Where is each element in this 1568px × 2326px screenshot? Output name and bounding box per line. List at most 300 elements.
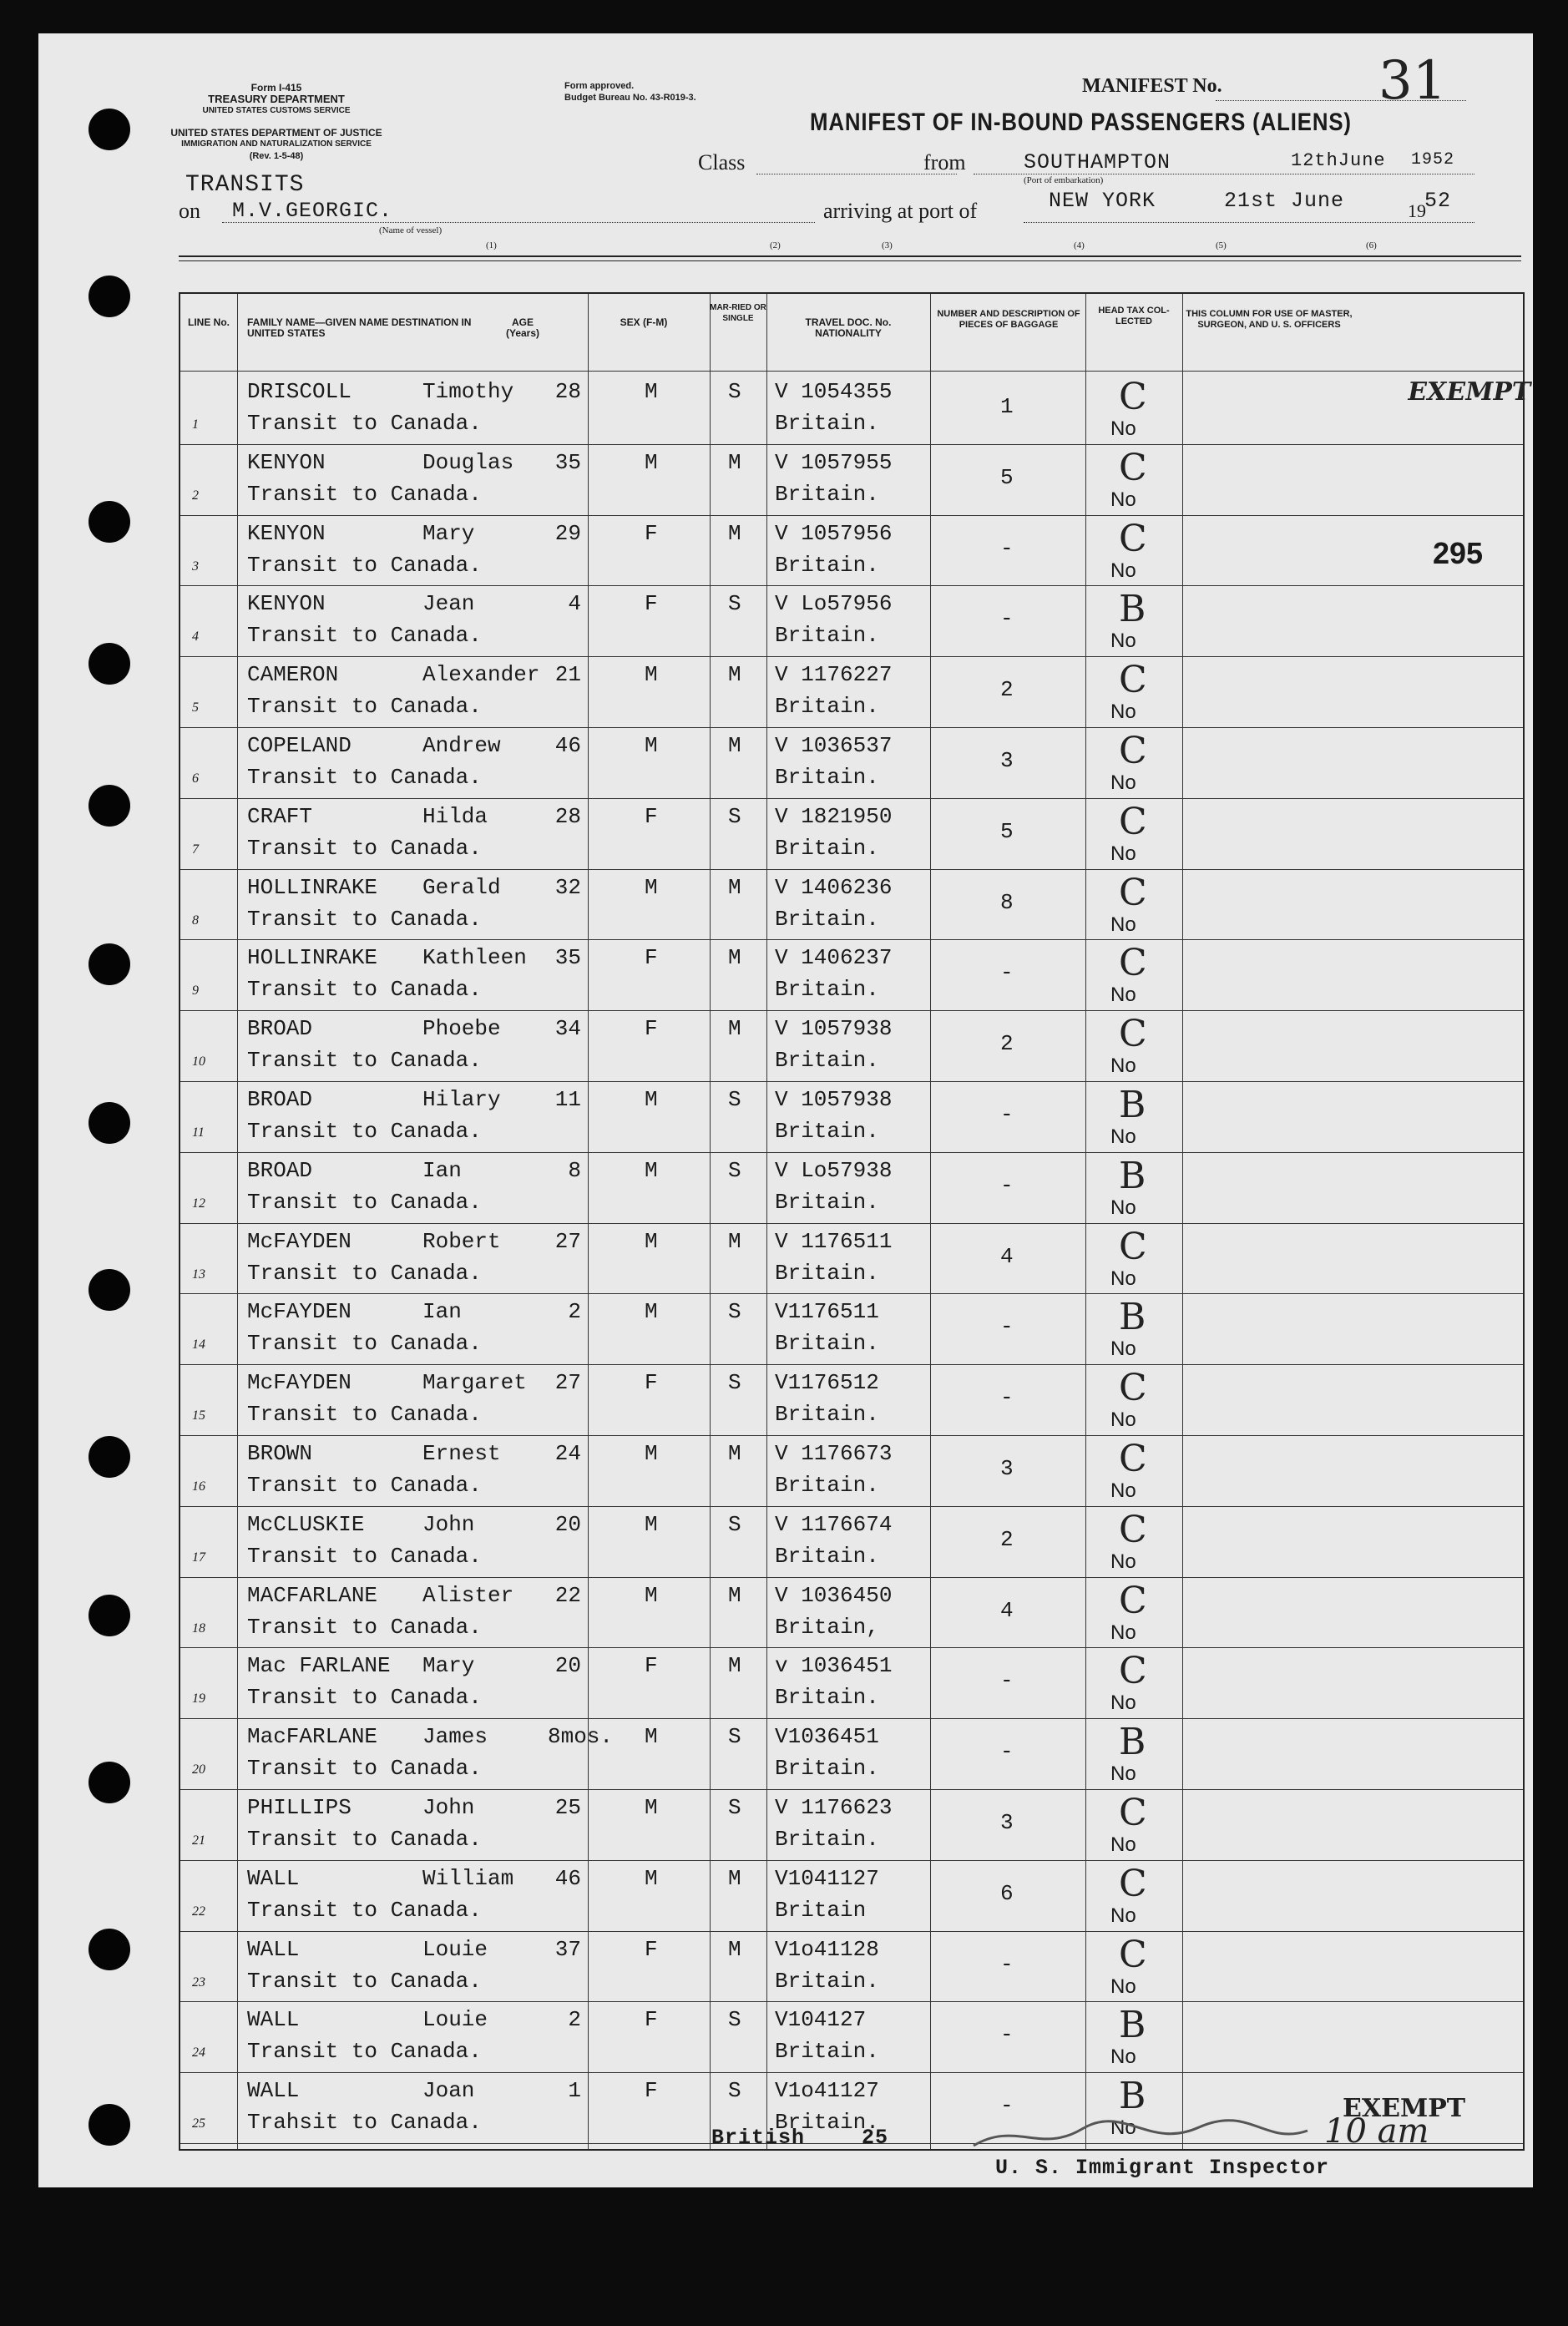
head-tax: No xyxy=(1110,1621,1136,1644)
treasury-label: TREASURY DEPARTMENT xyxy=(208,93,345,105)
vessel-caption: (Name of vessel) xyxy=(379,225,443,235)
from-port: SOUTHAMPTON xyxy=(1024,150,1171,174)
travel-doc: V 1057938 xyxy=(775,1016,893,1042)
family-name: BROWN xyxy=(247,1441,313,1466)
destination: Transit to Canada. xyxy=(247,1968,482,1994)
age: 46 xyxy=(554,733,581,758)
given-name: Margaret xyxy=(422,1370,527,1396)
sex: F xyxy=(645,2007,658,2033)
destination: Transit to Canada. xyxy=(247,1685,482,1711)
approved-label: Form approved. xyxy=(564,81,635,91)
destination: Transit to Canada. xyxy=(247,1402,482,1428)
head-tax: No xyxy=(1110,630,1136,653)
col-header-headtax: HEAD TAX COL-LECTED xyxy=(1098,306,1170,326)
age: 28 xyxy=(554,803,581,829)
family-name: KENYON xyxy=(247,591,326,617)
travel-doc: V1036451 xyxy=(775,1724,879,1750)
sex: M xyxy=(645,874,658,900)
top-rule xyxy=(179,255,1521,257)
arriving-port: NEW YORK xyxy=(1049,189,1156,213)
sex: M xyxy=(645,1865,658,1891)
destination: Transit to Canada. xyxy=(247,694,482,720)
family-name: McCLUSKIE xyxy=(247,1511,365,1537)
destination: Transit to Canada. xyxy=(247,1189,482,1215)
handwritten-time: 10 am xyxy=(1324,2112,1429,2151)
nationality: Britain. xyxy=(775,1968,879,1994)
travel-doc: V1176512 xyxy=(775,1370,879,1396)
baggage: - xyxy=(1000,1739,1014,1765)
head-tax-mark: C xyxy=(1119,1225,1147,1268)
table-row xyxy=(180,657,1523,728)
punch-hole xyxy=(89,785,130,827)
married-single: M xyxy=(728,1582,741,1608)
travel-doc: V 1406236 xyxy=(775,874,893,900)
family-name: McFAYDEN xyxy=(247,1299,352,1325)
baggage: - xyxy=(1000,2093,1014,2119)
table-row xyxy=(180,2002,1523,2073)
head-tax: No xyxy=(1110,2045,1136,2069)
line-number: 11 xyxy=(192,1125,205,1140)
travel-doc: V1176511 xyxy=(775,1299,879,1325)
footer-count: 25 xyxy=(862,2126,889,2150)
nationality: Britain. xyxy=(775,1331,879,1357)
married-single: M xyxy=(728,1865,741,1891)
manifest-page xyxy=(38,33,1533,2187)
age: 20 xyxy=(554,1511,581,1537)
punch-hole xyxy=(89,1595,130,1636)
nationality: Britain. xyxy=(775,1543,879,1569)
travel-doc: V 1176623 xyxy=(775,1795,893,1820)
nationality: Britain. xyxy=(775,1260,879,1286)
head-tax: No xyxy=(1110,2116,1136,2140)
head-tax: No xyxy=(1110,1337,1136,1361)
baggage: 5 xyxy=(1000,818,1014,844)
married-single: M xyxy=(728,662,741,688)
destination: Transit to Canada. xyxy=(247,835,482,861)
head-tax-mark: B xyxy=(1119,1084,1146,1126)
head-tax-mark: C xyxy=(1119,1438,1147,1480)
head-tax: No xyxy=(1110,1479,1136,1502)
line-number: 23 xyxy=(192,1975,205,1990)
table-row xyxy=(180,2073,1523,2144)
destination: Transit to Canada. xyxy=(247,906,482,932)
sex: M xyxy=(645,662,658,688)
nationality: Britain. xyxy=(775,623,879,649)
line-number: 5 xyxy=(192,700,199,715)
destination: Transit to Canada. xyxy=(247,552,482,578)
nationality: Britain. xyxy=(775,835,879,861)
married-single: S xyxy=(728,1157,741,1183)
age: 27 xyxy=(554,1370,581,1396)
sex: M xyxy=(645,733,658,758)
nationality: Britain. xyxy=(775,1827,879,1852)
destination: Transit to Canada. xyxy=(247,1614,482,1640)
head-tax: No xyxy=(1110,1408,1136,1432)
head-tax-mark: C xyxy=(1119,1650,1147,1693)
col-header-line: LINE No. xyxy=(188,316,230,328)
given-name: John xyxy=(422,1511,475,1537)
given-name: Joan xyxy=(422,2078,475,2104)
head-tax-mark: C xyxy=(1119,1792,1147,1834)
given-name: Ian xyxy=(422,1299,462,1325)
head-tax: No xyxy=(1110,1550,1136,1573)
sex: F xyxy=(645,2078,658,2104)
given-name: Timothy xyxy=(422,379,514,404)
table-row xyxy=(180,1790,1523,1861)
head-tax: No xyxy=(1110,1691,1136,1715)
line-number: 24 xyxy=(192,2045,205,2061)
age: 1 xyxy=(568,2078,581,2104)
family-name: BROAD xyxy=(247,1087,313,1112)
destination: Transit to Canada. xyxy=(247,977,482,1003)
sex: F xyxy=(645,1016,658,1042)
married-single: S xyxy=(728,1511,741,1537)
line-number: 22 xyxy=(192,1904,205,1919)
destination: Transit to Canada. xyxy=(247,1048,482,1074)
given-name: Mary xyxy=(422,1653,475,1679)
nationality: Britain. xyxy=(775,765,879,790)
head-tax-mark: C xyxy=(1119,376,1147,418)
family-name: MACFARLANE xyxy=(247,1582,378,1608)
punch-hole xyxy=(89,1929,130,1970)
table-row xyxy=(180,1648,1523,1719)
baggage: 2 xyxy=(1000,1526,1014,1552)
travel-doc: V 1057955 xyxy=(775,449,893,475)
ins-label: IMMIGRATION AND NATURALIZATION SERVICE xyxy=(181,139,372,149)
punch-hole xyxy=(89,1436,130,1478)
given-name: Louie xyxy=(422,2007,488,2033)
stamp-number: 295 xyxy=(1433,536,1484,570)
head-tax: No xyxy=(1110,983,1136,1007)
given-name: William xyxy=(422,1865,514,1891)
head-tax-mark: C xyxy=(1119,1013,1147,1056)
header-bottom-rule xyxy=(180,371,1523,372)
given-name: John xyxy=(422,1795,475,1820)
punch-hole xyxy=(89,643,130,685)
married-single: M xyxy=(728,733,741,758)
given-name: Robert xyxy=(422,1228,501,1254)
family-name: BROAD xyxy=(247,1016,313,1042)
baggage: 4 xyxy=(1000,1243,1014,1269)
baggage: - xyxy=(1000,1385,1014,1411)
punch-hole xyxy=(89,501,130,543)
passenger-table xyxy=(179,292,1534,2151)
family-name: Mac FARLANE xyxy=(247,1653,391,1679)
family-name: BROAD xyxy=(247,1157,313,1183)
line-number: 13 xyxy=(192,1267,205,1282)
nationality: Britain. xyxy=(775,411,879,436)
line-number: 15 xyxy=(192,1408,205,1423)
inspector-signature xyxy=(965,2112,1316,2162)
married-single: M xyxy=(728,449,741,475)
given-name: Mary xyxy=(422,520,475,546)
col-num-3: (3) xyxy=(882,240,893,250)
table-row xyxy=(180,586,1523,657)
baggage: 3 xyxy=(1000,1810,1014,1835)
head-tax-mark: C xyxy=(1119,1933,1147,1976)
age: 35 xyxy=(554,945,581,971)
sex: M xyxy=(645,1228,658,1254)
sex: M xyxy=(645,1157,658,1183)
family-name: WALL xyxy=(247,2078,300,2104)
given-name: Jean xyxy=(422,591,475,617)
nationality: Britain. xyxy=(775,552,879,578)
family-name: WALL xyxy=(247,2007,300,2033)
punch-hole xyxy=(89,2104,130,2146)
sex: M xyxy=(645,1087,658,1112)
destination: Transit to Canada. xyxy=(247,1543,482,1569)
sex: M xyxy=(645,1511,658,1537)
age: 8 xyxy=(568,1157,581,1183)
arriving-line xyxy=(1024,222,1474,223)
head-tax-mark: C xyxy=(1119,517,1147,560)
nationality: Britain. xyxy=(775,1756,879,1782)
nationality: Britain. xyxy=(775,694,879,720)
nationality: Britain. xyxy=(775,977,879,1003)
arriving-year-prefix: 19 xyxy=(1408,200,1426,221)
given-name: Hilda xyxy=(422,803,488,829)
head-tax-mark: C xyxy=(1119,942,1147,985)
head-tax: No xyxy=(1110,1267,1136,1290)
from-label: from xyxy=(923,150,966,174)
sex: F xyxy=(645,945,658,971)
given-name: James xyxy=(422,1724,488,1750)
head-tax: No xyxy=(1110,1196,1136,1219)
line-number: 3 xyxy=(192,559,199,574)
family-name: DRISCOLL xyxy=(247,379,352,404)
table-row xyxy=(180,728,1523,799)
line-number: 16 xyxy=(192,1479,205,1494)
head-tax: No xyxy=(1110,417,1136,440)
given-name: Andrew xyxy=(422,733,501,758)
col-num-1: (1) xyxy=(486,240,497,250)
table-row xyxy=(180,1224,1523,1295)
destination: Transit to Canada. xyxy=(247,623,482,649)
travel-doc: V 1036450 xyxy=(775,1582,893,1608)
line-number: 1 xyxy=(192,417,199,432)
nationality: Britain. xyxy=(775,481,879,507)
col-header-age: AGE (Years) xyxy=(505,316,540,339)
line-number: 25 xyxy=(192,2116,205,2131)
col-header-baggage: NUMBER AND DESCRIPTION OF PIECES OF BAGGAGE xyxy=(937,309,1080,330)
age: 25 xyxy=(554,1795,581,1820)
head-tax: No xyxy=(1110,1833,1136,1856)
line-number: 19 xyxy=(192,1691,205,1707)
given-name: Gerald xyxy=(422,874,501,900)
baggage: - xyxy=(1000,1102,1014,1127)
manifest-no-value: 31 xyxy=(1378,50,1447,112)
age: 32 xyxy=(554,874,581,900)
top-rule-2 xyxy=(179,260,1521,261)
line-number: 18 xyxy=(192,1621,205,1636)
head-tax: No xyxy=(1110,559,1136,582)
family-name: KENYON xyxy=(247,449,326,475)
table-row xyxy=(180,1436,1523,1507)
punch-hole xyxy=(89,109,130,150)
married-single: S xyxy=(728,1795,741,1820)
sex: F xyxy=(645,520,658,546)
travel-doc: V Lo57956 xyxy=(775,591,893,617)
exempt-stamp-bottom: EXEMPT xyxy=(1343,2094,1466,2123)
head-tax-mark: B xyxy=(1119,1721,1146,1764)
family-name: McFAYDEN xyxy=(247,1228,352,1254)
age: 22 xyxy=(554,1582,581,1608)
nationality: Britain. xyxy=(775,1048,879,1074)
sex: M xyxy=(645,1795,658,1820)
family-name: COPELAND xyxy=(247,733,352,758)
travel-doc: V 1176511 xyxy=(775,1228,893,1254)
sex: M xyxy=(645,379,658,404)
travel-doc: V 1176674 xyxy=(775,1511,893,1537)
given-name: Alister xyxy=(422,1582,514,1608)
age: 27 xyxy=(554,1228,581,1254)
baggage: 4 xyxy=(1000,1597,1014,1623)
head-tax: No xyxy=(1110,1904,1136,1927)
age: 8mos. xyxy=(548,1724,614,1750)
baggage: 2 xyxy=(1000,1031,1014,1057)
arriving-year: 52 xyxy=(1424,189,1452,213)
destination: Transit to Canada. xyxy=(247,765,482,790)
col-header-married: MAR-RIED OR SINGLE xyxy=(710,303,766,323)
justice-block xyxy=(164,127,389,162)
col-num-2: (2) xyxy=(770,240,781,250)
married-single: M xyxy=(728,1653,741,1679)
sex: F xyxy=(645,1936,658,1962)
age: 20 xyxy=(554,1653,581,1679)
given-name: Kathleen xyxy=(422,945,527,971)
head-tax: No xyxy=(1110,1054,1136,1078)
travel-doc: V 1176227 xyxy=(775,662,893,688)
destination: Transit to Canada. xyxy=(247,1756,482,1782)
destination: Trahsit to Canada. xyxy=(247,2110,482,2136)
age: 21 xyxy=(554,662,581,688)
age: 2 xyxy=(568,1299,581,1325)
age: 29 xyxy=(554,520,581,546)
sex: M xyxy=(645,1299,658,1325)
sex: F xyxy=(645,591,658,617)
family-name: WALL xyxy=(247,1865,300,1891)
table-row xyxy=(180,1861,1523,1932)
family-name: KENYON xyxy=(247,520,326,546)
head-tax: No xyxy=(1110,913,1136,936)
given-name: Hilary xyxy=(422,1087,501,1112)
line-number: 7 xyxy=(192,842,199,857)
travel-doc: v 1036451 xyxy=(775,1653,893,1679)
travel-doc: V1o41127 xyxy=(775,2078,879,2104)
punch-hole xyxy=(89,276,130,317)
nationality: Britain. xyxy=(775,1685,879,1711)
baggage: 6 xyxy=(1000,1880,1014,1906)
approval-block xyxy=(564,80,765,104)
destination: Transit to Canada. xyxy=(247,481,482,507)
baggage: 3 xyxy=(1000,1456,1014,1481)
nationality: Britain. xyxy=(775,1119,879,1144)
head-tax-mark: B xyxy=(1119,1154,1146,1197)
head-tax-mark: C xyxy=(1119,659,1147,702)
married-single: M xyxy=(728,874,741,900)
port-embark-caption: (Port of embarkation) xyxy=(1024,175,1104,185)
footer-nationality: British xyxy=(711,2126,806,2150)
married-single: S xyxy=(728,1299,741,1325)
nationality: Britain, xyxy=(775,1614,879,1640)
given-name: Louie xyxy=(422,1936,488,1962)
nationality: Britain. xyxy=(775,2039,879,2065)
married-single: S xyxy=(728,1724,741,1750)
rev-label: (Rev. 1-5-48) xyxy=(249,151,304,161)
head-tax-mark: B xyxy=(1119,2004,1146,2047)
nationality: Britain. xyxy=(775,906,879,932)
sex: M xyxy=(645,449,658,475)
form-agency-block xyxy=(172,82,381,117)
married-single: M xyxy=(728,520,741,546)
destination: Transit to Canada. xyxy=(247,1119,482,1144)
travel-doc: V 1036537 xyxy=(775,733,893,758)
married-single: S xyxy=(728,1087,741,1112)
col-header-travel: TRAVEL DOC. No. NATIONALITY xyxy=(805,316,892,339)
travel-doc: V1o41128 xyxy=(775,1936,879,1962)
baggage: - xyxy=(1000,1172,1014,1198)
manifest-title: MANIFEST OF IN-BOUND PASSENGERS (ALIENS) xyxy=(810,109,1352,136)
table-row xyxy=(180,1082,1523,1153)
destination: Transit to Canada. xyxy=(247,2039,482,2065)
table-row xyxy=(180,799,1523,870)
vessel-name: M.V.GEORGIC. xyxy=(232,199,393,223)
head-tax-mark: C xyxy=(1119,871,1147,914)
married-single: M xyxy=(728,1016,741,1042)
family-name: McFAYDEN xyxy=(247,1370,352,1396)
travel-doc: V 1821950 xyxy=(775,803,893,829)
family-name: PHILLIPS xyxy=(247,1795,352,1820)
table-row xyxy=(180,445,1523,516)
married-single: S xyxy=(728,379,741,404)
col-num-5: (5) xyxy=(1216,240,1227,250)
table-row xyxy=(180,1932,1523,2003)
age: 28 xyxy=(554,379,581,404)
baggage: 2 xyxy=(1000,677,1014,703)
line-number: 2 xyxy=(192,488,199,503)
travel-doc: V104127 xyxy=(775,2007,867,2033)
head-tax: No xyxy=(1110,842,1136,865)
table-row xyxy=(180,940,1523,1011)
table-row xyxy=(180,1294,1523,1365)
head-tax-mark: B xyxy=(1119,588,1146,631)
line-number: 10 xyxy=(192,1054,205,1069)
family-name: CRAFT xyxy=(247,803,313,829)
line-number: 6 xyxy=(192,771,199,786)
col-header-name: FAMILY NAME—GIVEN NAME DESTINATION IN UNITED STATES xyxy=(247,316,472,339)
table-row xyxy=(180,1365,1523,1436)
head-tax: No xyxy=(1110,1762,1136,1786)
travel-doc: V 1057938 xyxy=(775,1087,893,1112)
family-name: CAMERON xyxy=(247,662,339,688)
given-name: Douglas xyxy=(422,449,514,475)
family-name: WALL xyxy=(247,1936,300,1962)
family-name: MacFARLANE xyxy=(247,1724,378,1750)
nationality: Britain xyxy=(775,1897,867,1923)
head-tax: No xyxy=(1110,488,1136,511)
baggage: - xyxy=(1000,960,1014,986)
age: 2 xyxy=(568,2007,581,2033)
married-single: S xyxy=(728,2078,741,2104)
class-value: TRANSITS xyxy=(185,172,305,198)
line-number: 12 xyxy=(192,1196,205,1211)
sex: F xyxy=(645,803,658,829)
arriving-date: 21st June xyxy=(1224,189,1345,213)
age: 4 xyxy=(568,591,581,617)
table-row xyxy=(180,374,1523,445)
justice-label: UNITED STATES DEPARTMENT OF JUSTICE xyxy=(170,127,382,139)
married-single: S xyxy=(728,2007,741,2033)
